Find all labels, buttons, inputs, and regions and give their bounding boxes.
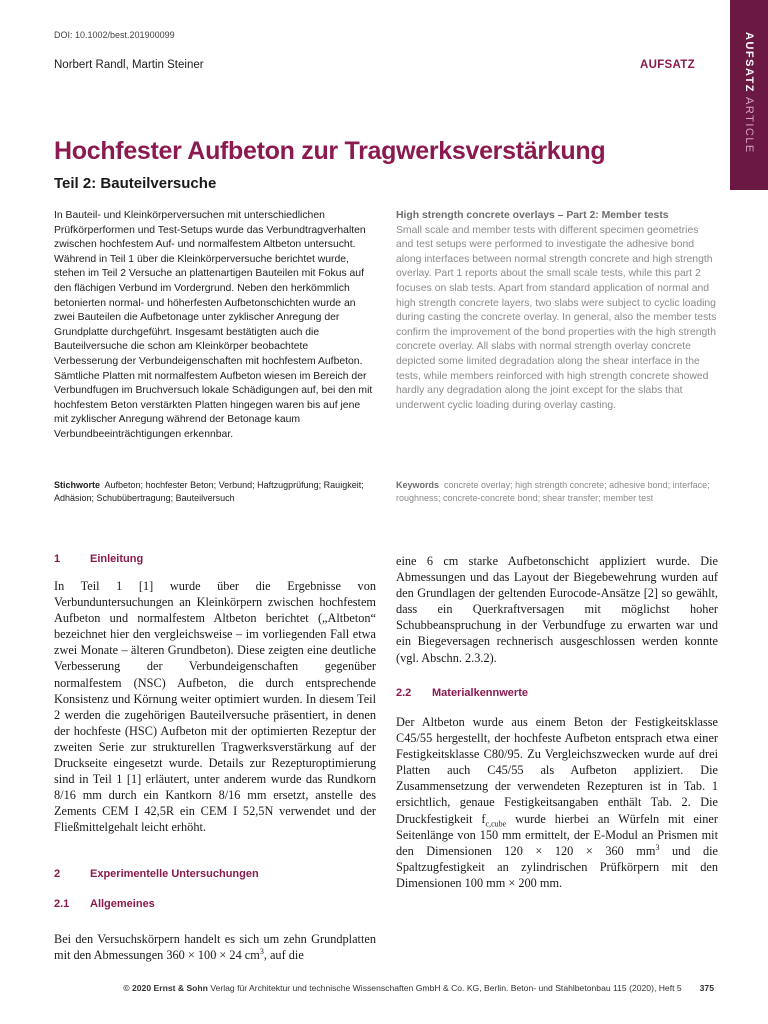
keywords-german-text: Aufbeton; hochfester Beton; Verbund; Haftzugprüfung; Rauigkeit; Adhäsion; Schubübertragung; Bauteilversuch	[54, 480, 364, 503]
footer	[0, 983, 714, 993]
side-tab	[730, 0, 768, 190]
keywords-german	[54, 479, 376, 505]
keywords-english-text: concrete overlay; high strength concrete; adhesive bond; interface; roughness; concrete-concrete bond; shear transfer; member test	[396, 480, 710, 503]
section-heading-1: 1 Einleitung	[54, 553, 144, 565]
footer-copyright: © 2020 Ernst & Sohn	[123, 983, 208, 993]
side-tab-primary: AUFSATZ	[743, 32, 755, 94]
article-title: Hochfester Aufbeton zur Tragwerksverstärkung	[54, 137, 606, 165]
footer-publisher: Verlag für Architektur und technische Wissenschaften GmbH & Co. KG, Berlin. Beton- und Stahlbetonbau 115 (2020), Heft 5	[207, 983, 682, 993]
section-2-1-continuation: eine 6 cm starke Aufbetonschicht appliziert wurde. Die Abmessungen und das Layout der Biegebewehrung wurden auf den Grundlagen der geltenden Eurocode-Ansätze [2] so gewählt, dass ein Querkraftversagen mit möglichst hoher Schubbeanspruchung in der Verbundfuge zu erwarten war und ein Biegeversagen rechnerisch ausgeschlossen werden konnte (vgl. Abschn. 2.3.2).	[396, 554, 718, 665]
keywords-german-label: Stichworte	[54, 480, 101, 490]
section-heading-2-1: 2.1 Allgemeines	[54, 898, 155, 910]
abstract-english	[396, 209, 718, 413]
authors: Norbert Randl, Martin Steiner	[54, 59, 204, 71]
section-2-2-text: Der Altbeton wurde aus einem Beton der Festigkeitsklasse C45/55 hergestellt, der hochfeste Aufbeton entsprach etwa einer Festigkeitsklasse C80/95. Zu Vergleichszwecken wurde auf drei Platten auch C45/55 als Aufbeton appliziert. Die Zusammensetzung der verwendeten Rezepturen ist in Tab. 1 ersichtlich, genaue Festigkeitsangaben enthält Tab. 2. Die Druckfestigkeit $f_{c,cube}$ wurde hierbei an Würfeln mit einer Seitenlänge von 150 mm ermittelt, der E-Modul an Prismen mit den Dimensionen 120 × 120 × 360 $mm^3$ und die Spaltzugfestigkeit an zylindrischen Prüfkörpern mit den Dimensionen 100 mm × 200 mm.	[396, 715, 719, 890]
section-1-text: In Teil 1 [1] wurde über die Ergebnisse von Verbunduntersuchungen an Kleinkörpern zwischen hochfestem Aufbeton und normalfestem Altbeton berichtet („Altbeton“ bezeichnet hier den vergleichsweise – im vorliegenden Fall etwa zwei Monate – älteren Grundbeton). Diese zeigten eine deutliche Verbesserung der Verbundeigenschaften gegenüber normalfestem (NSC) Aufbeton, die durch entsprechende Konsistenz und Körnung weiter optimiert wurden. In diesem Teil 2 werden die zugehörigen Bauteilversuche präsentiert, in denen der hochfeste (HSC) Aufbeton mit der optimierten Rezeptur der zweiten Serie zur strukturellen Tragwerksverstärkung auf der Druckseite eingesetzt wurde. Details zur Rezepturoptimierung sind in Teil 1 [1] erläutert, unter anderem wurde das Rundkorn 8/16 mm durch ein Kantkorn 8/16 mm ersetzt, anstelle des Zements CEM I 42,5R ein CEM I 52,5N verwendet und der Fließmittelgehalt leicht erhöht.	[54, 579, 376, 835]
abstract-english-title: High strength concrete overlays – Part 2: Member tests	[396, 210, 669, 221]
section-heading-2-2: 2.2 Materialkennwerte	[396, 687, 528, 699]
keywords-english	[396, 479, 718, 505]
article-subtitle: Teil 2: Bauteilversuche	[54, 175, 217, 192]
section-label: AUFSATZ	[640, 59, 695, 71]
section-heading-2: 2 Experimentelle Untersuchungen	[54, 868, 259, 880]
doi: DOI: 10.1002/best.201900099	[54, 30, 175, 40]
side-tab-secondary: ARTICLE	[743, 97, 755, 154]
page-number: 375	[699, 983, 714, 993]
section-2-1-text: Bei den Versuchskörpern handelt es sich um zehn Grundplatten mit den Abmessungen 360 × 100 × 24 $cm^3$, auf die	[54, 932, 376, 963]
abstract-english-text: Small scale and member tests with different specimen geometries and test setups were performed to investigate the adhesive bond along interfaces between normal strength concrete and high strength overlay. Part 1 reports about the small scale tests, while this part 2 focuses on slab tests. Apart from standard application of normal and high strength concrete layers, two slabs were subject to cyclic loading during casting the concrete overlay. In general, also the member tests confirm the improvement of the bond properties with the high strength concrete overlay. All slabs with normal strength overlay concrete depicted some limited degradation along the shear interface in the tests, while members reinforced with high strength concrete showed hardly any degradation along the joint except for the slabs that underwent cyclic loading during overlay casting.	[396, 224, 717, 411]
abstract-german: In Bauteil- und Kleinkörperversuchen mit unterschiedlichen Prüfkörperformen und Test-Setups wurde das Verbundtragverhalten zwischen hochfestem Auf- und normalfestem Altbeton untersucht. Während in Teil 1 über die Kleinkörperversuche berichtet wurde, stehen im Teil 2 Versuche an plattenartigen Bauteilen mit Fokus auf den flächigen Verbund im Vordergrund. Neben den herkömmlich betonierten normal- und höherfesten Aufbetonschichten wurde an zwei Bauteilen die Aufbetonage unter zyklischer Anregung der Grundplatte durchgeführt. Insgesamt bestätigten auch die Bauteilversuche die schon am Kleinkörper beobachtete Verbesserung der Verbundeigenschaften mit hochfestem Aufbeton. Sämtliche Platten mit normalfestem Aufbeton wiesen im Bereich der Verbundfugen im Bruchversuch lokale Schädigungen auf, bei den mit hochfestem Beton verstärkten Platten hingegen waren bis auf jene mit zyklischer Anregung während der Betonage kaum Verbundbeeinträchtigungen erkennbar.	[54, 210, 373, 440]
keywords-english-label: Keywords	[396, 480, 440, 490]
